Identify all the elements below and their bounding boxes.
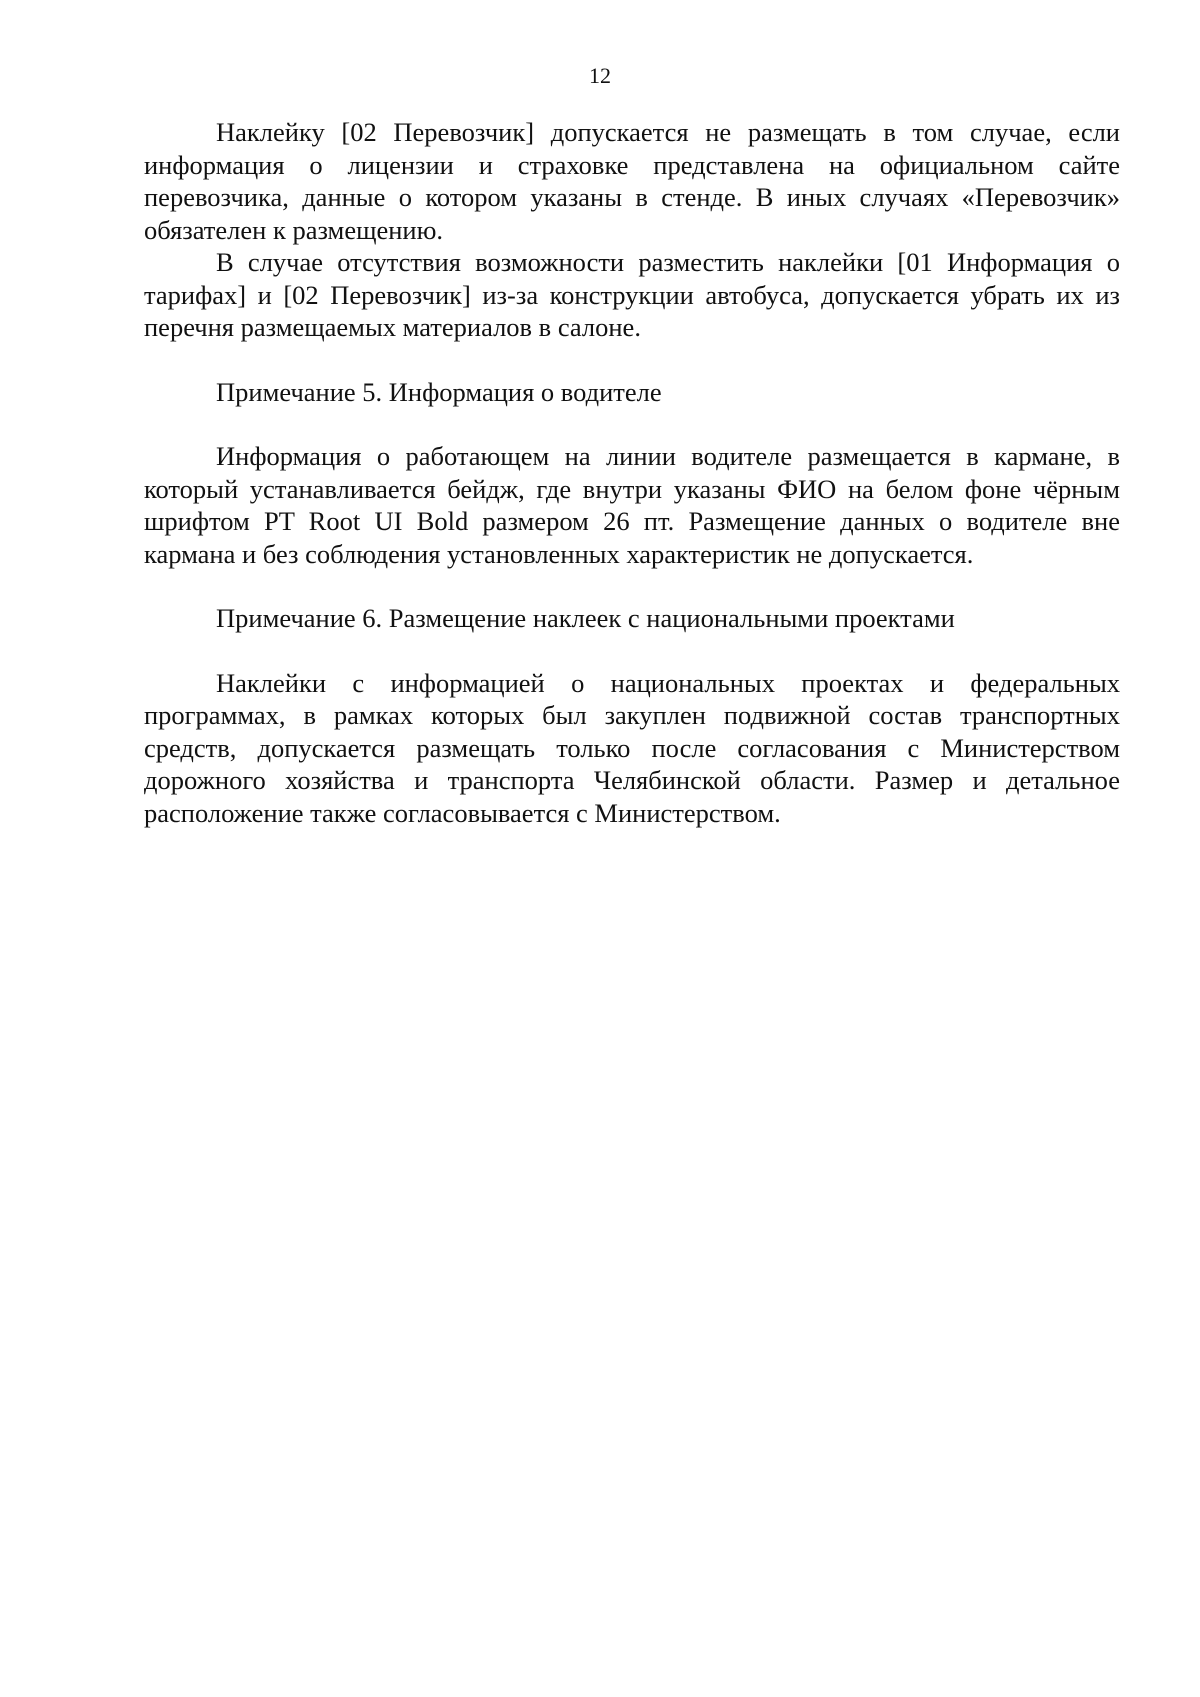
note-6-heading: Примечание 6. Размещение наклеек с национальными проектами	[216, 603, 955, 633]
spacer	[144, 570, 1120, 602]
paragraph-sticker-removal: В случае отсутствия возможности разместить наклейки [01 Информация о тарифах] и [02 Перевозчик] из-за конструкции автобуса, допускается убрать их из перечня размещаемых материалов в салоне.	[144, 247, 1120, 342]
note-5-heading: Примечание 5. Информация о водителе	[216, 376, 662, 407]
note-5-text: Информация о работающем на линии водителе размещается в кармане, в который устанавливается бейдж, где внутри указаны ФИО на белом фоне чёрным шрифтом PT Root UI Bold размером 26 пт. Размещение данных о водителе вне кармана и без соблюдения установленных характеристик не допускается.	[144, 441, 1120, 569]
note-6-text: Наклейки с информацией о национальных проектах и федеральных программах, в рамках которых был закуплен подвижной состав транспортных средств, допускается размещать только после согласования с Министерством дорожного хозяйства и транспорта Челябинской области. Размер и детальное расположение также согласовывается с Министерством.	[144, 667, 1120, 828]
document-body	[144, 116, 1120, 829]
page-number: 12	[589, 63, 611, 88]
spacer	[144, 408, 1120, 440]
spacer	[144, 344, 1120, 376]
paragraph-carrier-sticker: Наклейку [02 Перевозчик] допускается не размещать в том случае, если информация о лицензии и страховке представлена на официальном сайте перевозчика, данные о котором указаны в стенде. В иных случаях «Перевозчик» обязателен к размещению.	[144, 117, 1120, 245]
spacer	[144, 635, 1120, 667]
